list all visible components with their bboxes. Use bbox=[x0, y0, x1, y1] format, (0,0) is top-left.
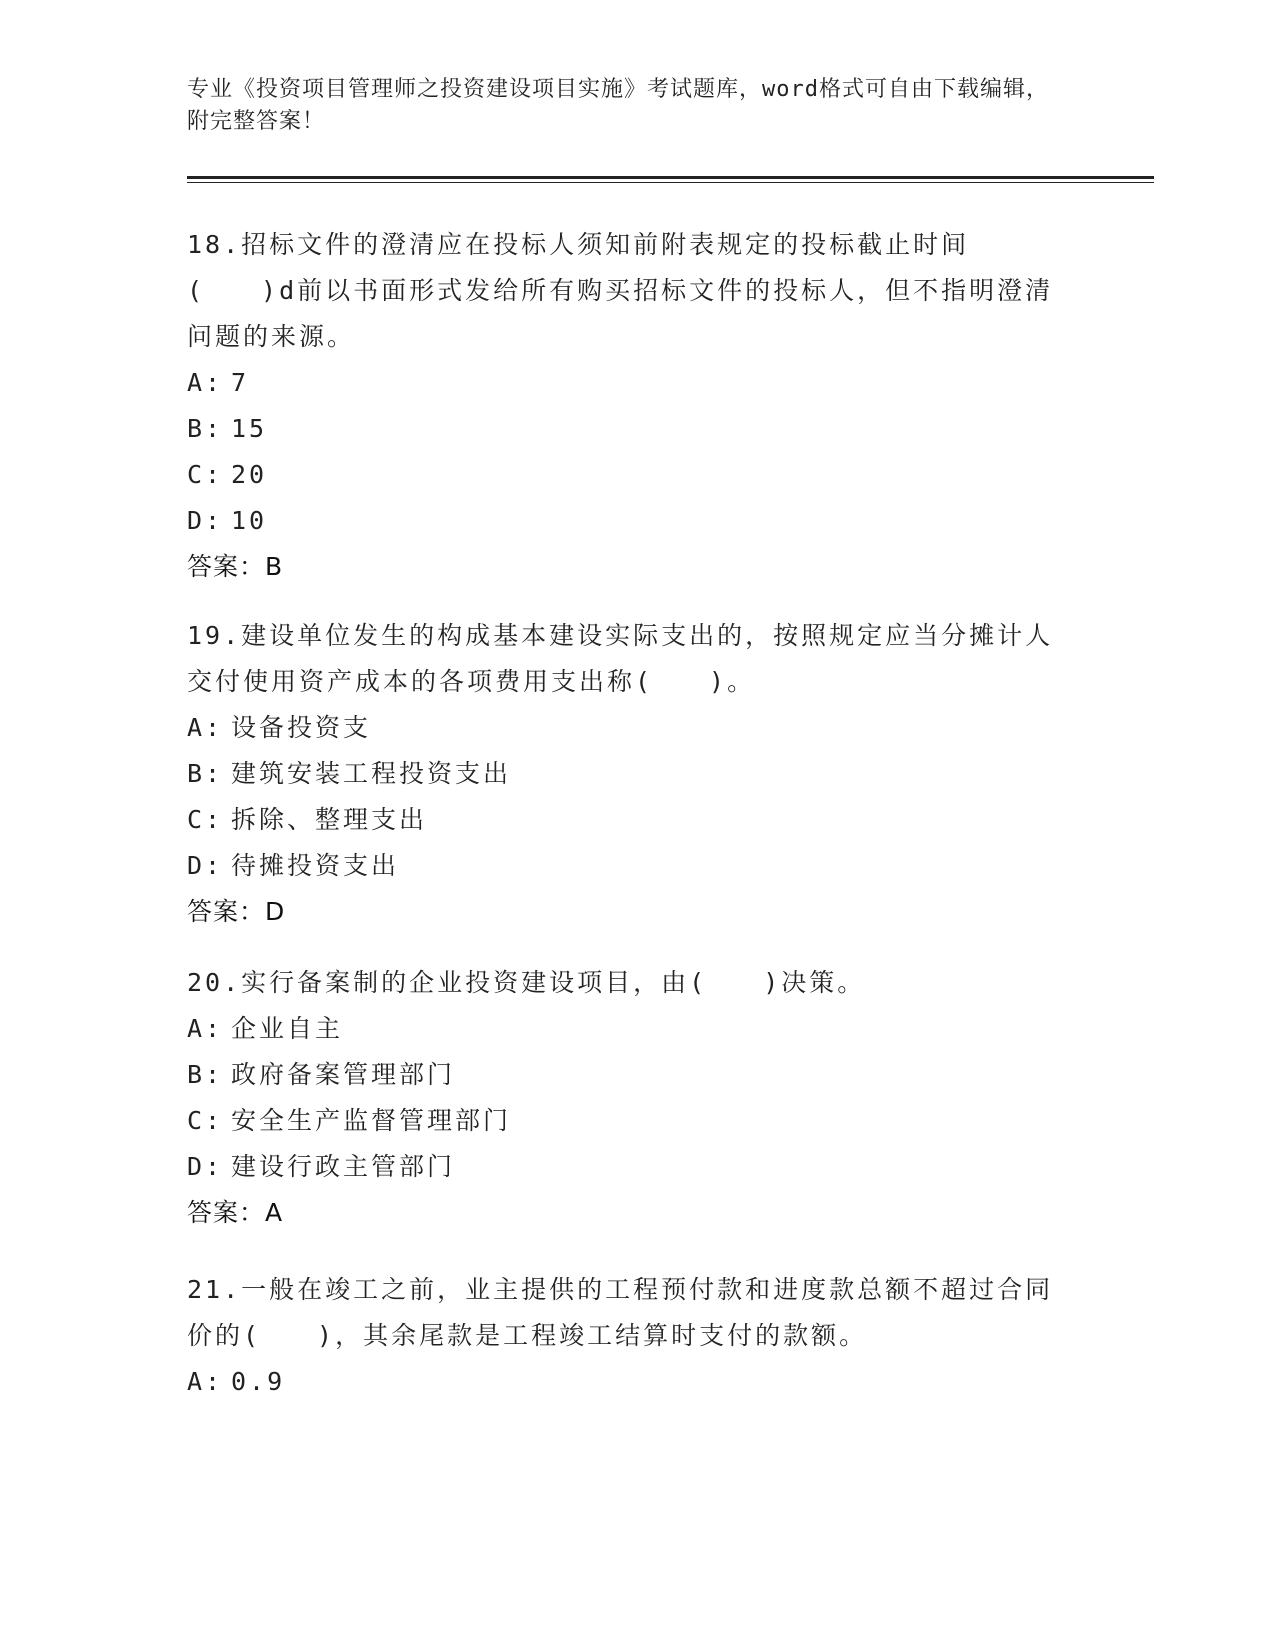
option-text: 拆除、整理支出 bbox=[231, 805, 428, 834]
question-stem: 19.建设单位发生的构成基本建设实际支出的，按照规定应当分摊计人交付使用资产成本的各项费用支出称( )。 bbox=[187, 621, 1054, 696]
option-key: D: bbox=[187, 1152, 224, 1181]
option-key: C: bbox=[187, 1106, 224, 1135]
option-key: A: bbox=[187, 1014, 224, 1043]
option-text: 企业自主 bbox=[231, 1014, 344, 1043]
option-b bbox=[187, 1052, 1067, 1098]
option-a bbox=[187, 360, 1067, 406]
question-stem: 18.招标文件的澄清应在投标人须知前附表规定的投标截止时间( )d前以书面形式发给所有购买招标文件的投标人，但不指明澄清问题的来源。 bbox=[187, 230, 1054, 351]
question-19 bbox=[187, 613, 1067, 935]
option-key: D: bbox=[187, 506, 224, 535]
answer-line: 答案：D bbox=[187, 897, 286, 926]
question-stem: 20.实行备案制的企业投资建设项目，由( )决策。 bbox=[187, 968, 866, 997]
option-key: B: bbox=[187, 414, 224, 443]
option-key: A: bbox=[187, 368, 224, 397]
option-text: 待摊投资支出 bbox=[231, 851, 400, 880]
option-c bbox=[187, 452, 1067, 498]
option-text: 安全生产监督管理部门 bbox=[231, 1106, 512, 1135]
header-rule-thin bbox=[187, 182, 1154, 183]
option-c bbox=[187, 797, 1067, 843]
option-d bbox=[187, 1144, 1067, 1190]
option-text: 0.9 bbox=[231, 1367, 286, 1396]
header-note: 专业《投资项目管理师之投资建设项目实施》考试题库，word格式可自由下载编辑，附完整答案！ bbox=[187, 77, 1049, 134]
option-a bbox=[187, 1359, 1067, 1405]
option-text: 建设行政主管部门 bbox=[231, 1152, 456, 1181]
option-text: 政府备案管理部门 bbox=[231, 1060, 456, 1089]
option-text: 15 bbox=[231, 414, 268, 443]
header-rule-thick bbox=[187, 176, 1154, 179]
option-key: C: bbox=[187, 460, 224, 489]
question-20 bbox=[187, 960, 1067, 1236]
option-text: 建筑安装工程投资支出 bbox=[231, 759, 512, 788]
option-b bbox=[187, 406, 1067, 452]
option-text: 10 bbox=[231, 506, 268, 535]
option-a bbox=[187, 705, 1067, 751]
option-key: B: bbox=[187, 759, 224, 788]
option-text: 设备投资支 bbox=[231, 713, 372, 742]
option-key: A: bbox=[187, 1367, 224, 1396]
option-c bbox=[187, 1098, 1067, 1144]
question-21 bbox=[187, 1267, 1067, 1405]
option-key: C: bbox=[187, 805, 224, 834]
option-key: D: bbox=[187, 851, 224, 880]
answer-line: 答案：A bbox=[187, 1198, 284, 1227]
option-key: B: bbox=[187, 1060, 224, 1089]
question-18 bbox=[187, 222, 1067, 590]
option-text: 20 bbox=[231, 460, 268, 489]
option-a bbox=[187, 1006, 1067, 1052]
question-stem: 21.一般在竣工之前，业主提供的工程预付款和进度款总额不超过合同价的( )，其余尾款是工程竣工结算时支付的款额。 bbox=[187, 1275, 1054, 1350]
option-b bbox=[187, 751, 1067, 797]
option-key: A: bbox=[187, 713, 224, 742]
option-text: 7 bbox=[231, 368, 250, 397]
answer-line: 答案：B bbox=[187, 552, 284, 581]
option-d bbox=[187, 498, 1067, 544]
option-d bbox=[187, 843, 1067, 889]
